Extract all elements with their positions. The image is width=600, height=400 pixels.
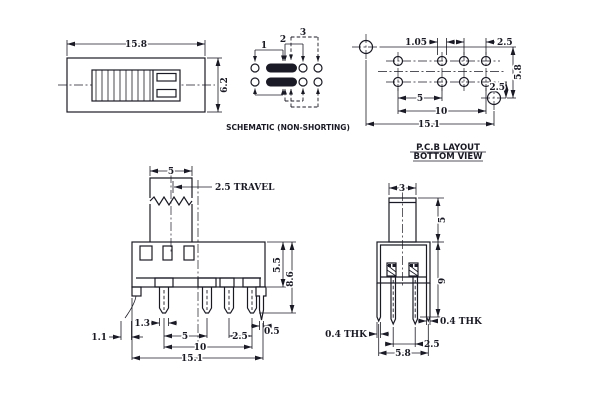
dim-front-pitch-2-5: 2.5 <box>232 332 248 342</box>
schematic-contact-2 <box>266 78 297 87</box>
dim-front-pin-width: 1.3 <box>134 319 150 329</box>
front-body-slot-2 <box>163 246 172 260</box>
pcb-dimensions <box>366 38 524 130</box>
dim-side-row-pitch: 2.5 <box>424 340 440 350</box>
front-mount-brackets <box>125 287 266 320</box>
pcb-caption-line2: BOTTOM VIEW <box>413 152 483 162</box>
dim-pcb-total: 15.1 <box>418 120 440 130</box>
dim-pcb-pitch-10: 10 <box>434 107 448 117</box>
dim-front-travel: 2.5 TRAVEL <box>215 183 275 193</box>
dim-side-thk-right: 0.4 THK <box>440 317 482 327</box>
dim-side-body-height: 9 <box>438 277 448 285</box>
schematic-view <box>226 28 350 132</box>
side-body <box>377 242 430 283</box>
dim-front-pitch-10: 10 <box>193 343 207 353</box>
side-view <box>325 183 483 359</box>
dim-pcb-pad-pitch: 2.5 <box>497 38 513 48</box>
dim-side-thk-left: 0.4 THK <box>325 330 367 340</box>
dim-side-body-width: 5.8 <box>395 349 411 359</box>
schematic-contact-1 <box>266 64 297 73</box>
dim-front-bracket-width: 0.5 <box>264 327 280 337</box>
side-dimensions <box>325 183 483 359</box>
dim-top-height: 6.2 <box>220 77 230 93</box>
dim-pcb-hole-span: 5.8 <box>514 64 524 80</box>
dim-front-knob-width: 5 <box>167 167 175 177</box>
dim-pcb-pitch-5: 5 <box>416 94 424 104</box>
dim-front-total-height: 8.6 <box>286 271 296 287</box>
dim-front-total: 15.1 <box>181 354 203 364</box>
side-left-leg <box>377 283 381 321</box>
top-view-slider <box>92 70 180 101</box>
side-right-leg <box>427 283 431 321</box>
pcb-caption-line1: P.C.B LAYOUT <box>416 143 480 153</box>
schematic-pos-3-label: 3 <box>299 28 307 38</box>
front-right-bracket-leg <box>256 287 266 320</box>
schematic-pos-2-label: 2 <box>279 35 287 45</box>
front-left-bracket-leg <box>125 296 136 318</box>
front-contact-base <box>136 278 261 287</box>
front-body-slot-3 <box>184 246 194 260</box>
front-view <box>91 166 296 364</box>
dim-front-pitch-5: 5 <box>181 332 189 342</box>
front-body-slot-1 <box>140 246 152 260</box>
dim-front-bracket-offset: 1.1 <box>91 333 107 343</box>
front-pins <box>160 287 257 313</box>
dim-side-knob-width: 3 <box>398 184 406 194</box>
schematic-caption: SCHEMATIC (NON-SHORTING) <box>226 123 350 132</box>
dim-top-width: 15.8 <box>125 40 147 50</box>
pcb-layout-view <box>352 34 524 162</box>
dim-side-knob-height: 5 <box>438 216 448 224</box>
schematic-pos-1-label: 1 <box>260 41 268 51</box>
top-view <box>58 40 230 112</box>
dim-pcb-hole-dia: 1.05 <box>405 38 427 48</box>
dim-pcb-hole-offset: 2.5 <box>489 83 505 93</box>
dim-front-body-height: 5.5 <box>273 257 283 273</box>
